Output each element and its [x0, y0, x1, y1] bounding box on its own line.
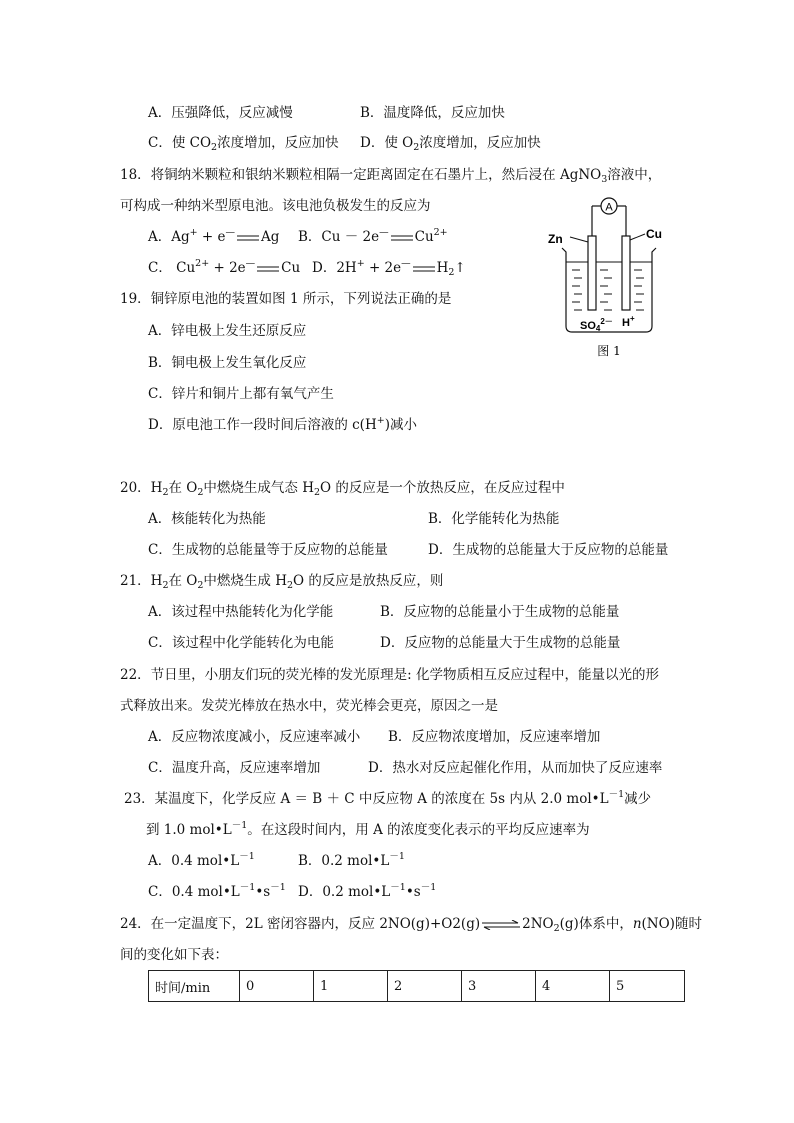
q23-option-a: A．0.4 $mol•L^{-1}$: [148, 851, 255, 869]
table-header-cell: 4: [536, 971, 610, 1002]
q23-option-d: D．0.2 $mol•L^{-1}•s^{-1}$: [298, 882, 437, 900]
q21-option-b: B．反应物的总能量小于生成物的总能量: [380, 604, 620, 620]
q19-stem: 19．铜锌原电池的装置如图 1 所示，下列说法正确的是: [120, 291, 452, 307]
q18-option-d: D．2H+ + 2e— $H_2↑$: [312, 258, 466, 278]
q18-stem-line1: 18．将铜纳米颗粒和银纳米颗粒相隔一定距离固定在石墨片上，然后浸在 AgNO$_3$溶液中，: [120, 167, 662, 185]
q18-option-b: B．Cu － 2e— $Cu^{2+}$: [298, 227, 448, 245]
zn-label: Zn: [548, 232, 563, 246]
q22-option-b: B．反应物浓度增加，反应速率增加: [388, 729, 601, 745]
q19-option-b: B．铜电极上发生氧化反应: [148, 355, 307, 371]
q17-option-d: D．使 $O_2$浓度增加，反应加快: [360, 135, 541, 153]
table-header-cell: 0: [240, 971, 314, 1002]
q22-stem-line1: 22．节日里，小朋友们玩的荧光棒的发光原理是: 化学物质相互反应过程中，能量以光的形: [120, 667, 660, 683]
zinc-electrode: [588, 236, 596, 310]
q17-option-c: C．使 $CO_2$浓度增加，反应加快: [148, 135, 339, 153]
q19-option-d: D．原电池工作一段时间后溶液的 c(H+)减小: [148, 415, 417, 433]
q19-option-a: A．锌电极上发生还原反应: [148, 323, 307, 339]
solution-dashes: [572, 270, 644, 310]
equals-arrow-icon: [257, 265, 279, 273]
table-header-cell: 5: [610, 971, 685, 1002]
q22-option-c: C．温度升高，反应速率增加: [148, 760, 321, 776]
q18-option-c: C． $Cu^{2+} + 2e^—$ Cu: [148, 258, 301, 276]
q23-stem-line2: 到 1.0 $mol•L^{-1}$。在这段时间内，用 A 的浓度变化表示的平均反应速率为: [146, 820, 590, 838]
q17-option-a: A．压强降低，反应减慢: [148, 105, 293, 121]
q20-stem: 20．$H_2$在 $O_2$中燃烧生成气态 $H_2O$ 的反应是一个放热反应，在反应过程中: [120, 480, 565, 498]
q20-option-b: B．化学能转化为热能: [428, 511, 560, 527]
q21-option-c: C．该过程中化学能转化为电能: [148, 635, 334, 651]
copper-electrode: [622, 236, 630, 310]
q20-option-d: D．生成物的总能量大于反应物的总能量: [428, 542, 669, 558]
q23-option-c: C．0.4 $mol•L^{-1}•s^{-1}$: [148, 882, 286, 900]
q21-option-d: D．反应物的总能量大于生成物的总能量: [380, 635, 621, 651]
q24-stem-line1: 24．在一定温度下，2L 密闭容器内，反应 2NO(g)+O2(g) $2NO_2(g)$体系中，n(NO)随时: [120, 916, 702, 934]
q17-option-b: B．温度降低，反应加快: [360, 105, 505, 121]
q18-stem-line2: 可构成一种纳米型原电池。该电池负极发生的反应为: [120, 198, 431, 214]
ammeter-label: A: [605, 201, 613, 214]
q22-option-d: D．热水对反应起催化作用，从而加快了反应速率: [368, 760, 663, 776]
no-time-table: [148, 970, 685, 1002]
reversible-arrow-icon: [482, 920, 520, 930]
table-row: [149, 971, 685, 1002]
q22-stem-line2: 式释放出来。发荧光棒放在热水中，荧光棒会更亮，原因之一是: [120, 698, 498, 714]
hydrogen-ion-label: H+: [622, 314, 635, 329]
q20-option-a: A．核能转化为热能: [148, 511, 266, 527]
q20-option-c: C．生成物的总能量等于反应物的总能量: [148, 542, 388, 558]
equals-arrow-icon: [391, 234, 413, 242]
equals-arrow-icon: [413, 265, 435, 273]
q21-option-a: A．该过程中热能转化为化学能: [148, 604, 334, 620]
q24-stem-line2: 间的变化如下表：: [120, 947, 228, 963]
table-header-cell: 3: [462, 971, 536, 1002]
q18-option-a: A．Ag+ + e— Ag: [148, 227, 280, 245]
q23-option-b: B．0.2 $mol•L^{-1}$: [298, 851, 405, 869]
table-header-cell: 2: [388, 971, 462, 1002]
q19-option-c: C．锌片和铜片上都有氧气产生: [148, 386, 334, 402]
equals-arrow-icon: [237, 234, 259, 242]
q23-stem-line1: 23．某温度下，化学反应 A ＝ B ＋ C 中反应物 A 的浓度在 5s 内从 2.0 $mol•L^{-1}$减少: [124, 789, 652, 807]
galvanic-cell-figure: [540, 192, 670, 362]
q21-stem: 21．$H_2$在 $O_2$中燃烧生成 $H_2O$ 的反应是放热反应，则: [120, 573, 444, 591]
sulfate-label: $SO4^{2-}$: [580, 317, 613, 333]
cu-label: Cu: [646, 227, 662, 241]
table-header-cell: 时间/min: [149, 971, 240, 1002]
q22-option-a: A．反应物浓度减小，反应速率减小: [148, 729, 361, 745]
figure-caption: 图 1: [597, 344, 621, 358]
table-header-cell: 1: [314, 971, 388, 1002]
